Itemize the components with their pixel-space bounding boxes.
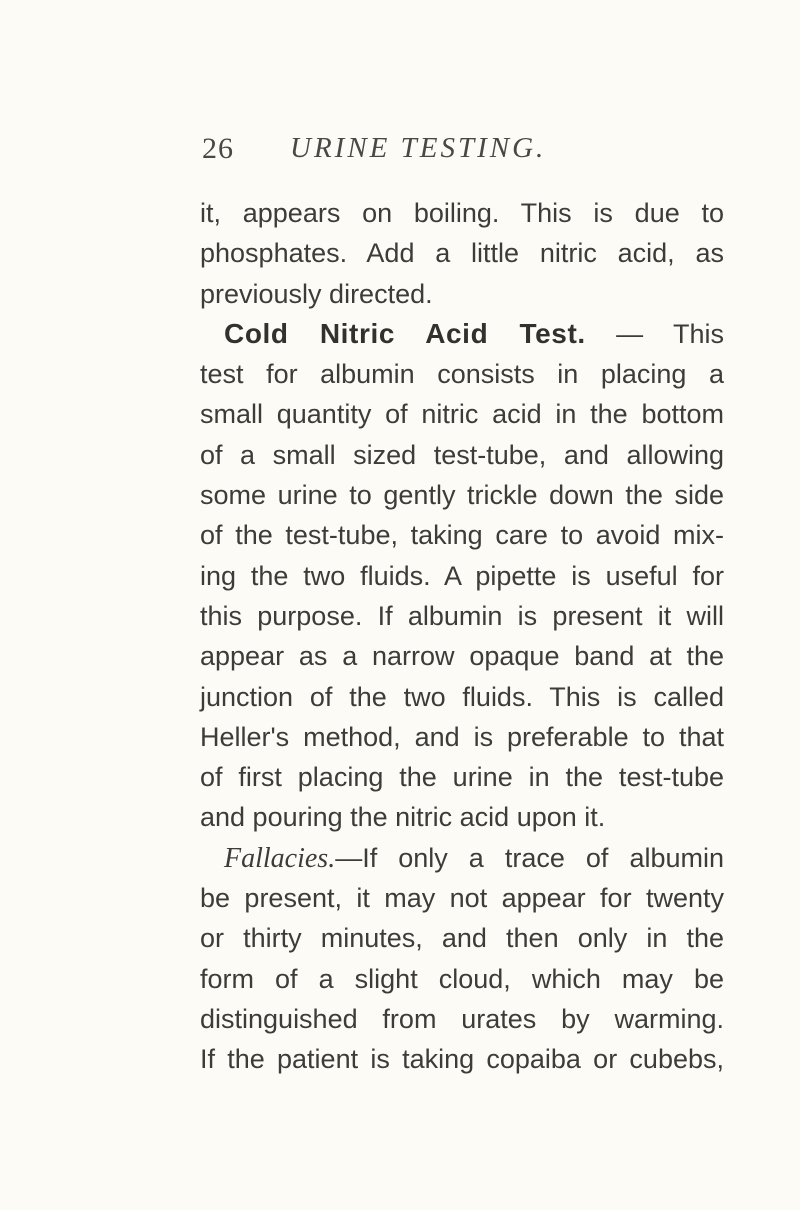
text-line: phosphates. Add a little nitric acid, as bbox=[200, 238, 724, 269]
page-header bbox=[0, 132, 800, 172]
text-line: distinguished from urates by warming. bbox=[200, 1003, 724, 1034]
text-line: this purpose. If albumin is present it will bbox=[200, 600, 724, 631]
text-line: previously directed. bbox=[200, 278, 433, 309]
text-line: Heller's method, and is preferable to that bbox=[200, 721, 724, 752]
text-line: of a small sized test-tube, and allowing bbox=[200, 439, 724, 470]
text-line: some urine to gently trickle down the side bbox=[200, 480, 724, 511]
text-line: and pouring the nitric acid upon it. bbox=[200, 802, 606, 833]
section-heading: Cold Nitric Acid Test. bbox=[224, 317, 586, 349]
text-line: small quantity of nitric acid in the bottom bbox=[200, 399, 724, 430]
page-number: 26 bbox=[202, 132, 234, 165]
text-line: If the patient is taking copaiba or cubebs, bbox=[200, 1044, 724, 1075]
text-line: junction of the two fluids. This is called bbox=[200, 681, 724, 712]
text-line: test for albumin consists in placing a bbox=[200, 359, 724, 390]
text-line: ing the two fluids. A pipette is useful for bbox=[200, 560, 724, 591]
subsection-heading-tail: —If only a trace of albumin bbox=[335, 842, 724, 873]
section-heading-line bbox=[200, 314, 724, 354]
text-line: it, appears on boiling. This is due to bbox=[200, 198, 724, 228]
text-line: of first placing the urine in the test-tube bbox=[200, 762, 724, 793]
subsection-heading: Fallacies. bbox=[224, 842, 336, 874]
body-text bbox=[200, 193, 724, 1080]
text-line: appear as a narrow opaque band at the bbox=[200, 641, 724, 672]
text-line: of the test-tube, taking care to avoid mix- bbox=[200, 520, 724, 551]
running-head: URINE TESTING. bbox=[290, 132, 547, 164]
text-line: form of a slight cloud, which may be bbox=[200, 963, 724, 994]
subsection-heading-line bbox=[200, 838, 724, 878]
text-line: be present, it may not appear for twenty bbox=[200, 883, 724, 914]
section-heading-tail: — This bbox=[585, 318, 724, 349]
text-line: or thirty minutes, and then only in the bbox=[200, 923, 724, 954]
